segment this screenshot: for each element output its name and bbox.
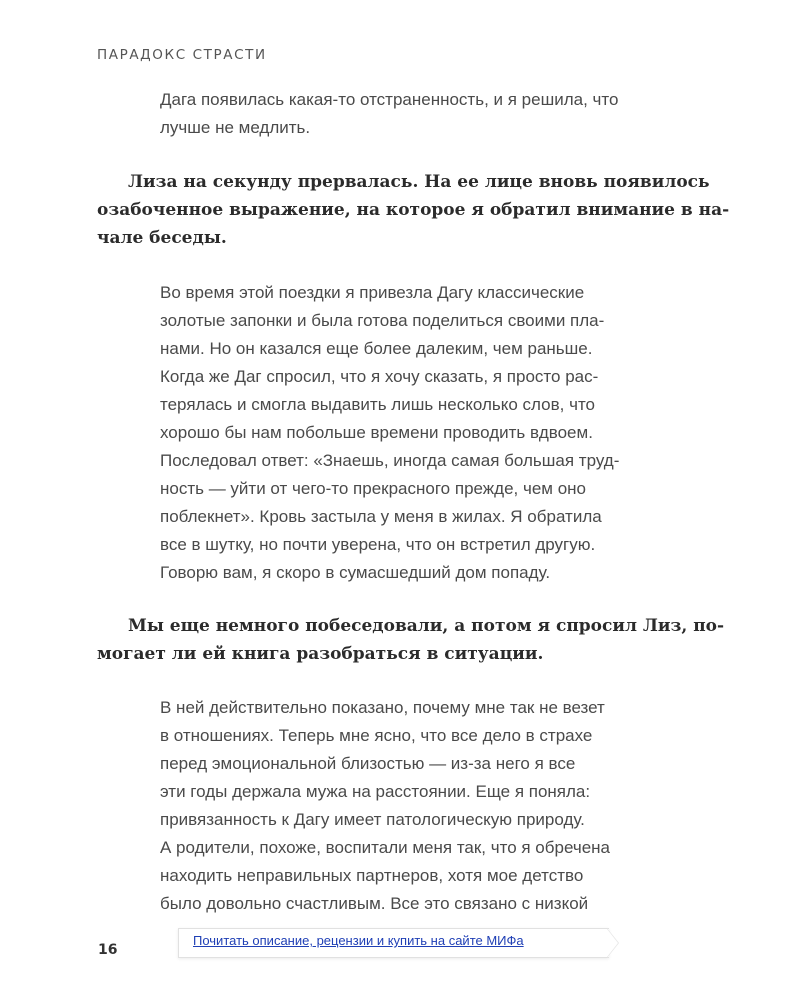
running-head: ПАРАДОКС СТРАСТИ [97,47,267,63]
quote-line: поблекнет». Кровь застыла у меня в жилах. Я обратила [160,507,602,526]
narration-line: могает ли ей книга разобраться в ситуации. [97,644,544,664]
quote-line: нами. Но он казался еще более далеким, чем раньше. [160,339,593,358]
narration-line: Лиза на секунду прервалась. На ее лице вновь появилось [128,172,710,192]
quote-line: Во время этой поездки я привезла Дагу классические [160,283,585,302]
narration-line: озабоченное выражение, на которое я обратил внимание в на- [97,200,730,220]
quote-line: А родители, похоже, воспитали меня так, что я обречена [160,838,611,857]
quote-line: эти годы держала мужа на расстоянии. Еще я поняла: [160,782,591,801]
quote-line: в отношениях. Теперь мне ясно, что все дело в страхе [160,726,593,745]
quote-line: золотые запонки и была готова поделиться своими пла- [160,311,605,330]
quote-line: хорошо бы нам побольше времени проводить вдвоем. [160,423,593,442]
quote-line: ность — уйти от чего-то прекрасного прежде, чем оно [160,479,586,498]
quote-line: лучше не медлить. [160,118,311,137]
quote-line: было довольно счастливым. Все это связано с низкой [160,894,589,913]
quote-line: все в шутку, но почти уверена, что он встретил другую. [160,535,596,554]
narration-line: чале беседы. [97,228,227,248]
quote-line: терялась и смогла выдавить лишь несколько слов, что [160,395,595,414]
quote-line: Дага появилась какая-то отстраненность, и я решила, что [160,90,619,109]
quote-line: Последовал ответ: «Знаешь, иногда самая большая труд- [160,451,620,470]
quote-line: В ней действительно показано, почему мне так не везет [160,698,605,717]
quote-line: привязанность к Дагу имеет патологическую природу. [160,810,585,829]
narration-line: Мы еще немного побеседовали, а потом я спросил Лиз, по- [128,616,725,636]
quote-line: Когда же Даг спросил, что я хочу сказать, я просто рас- [160,367,599,386]
quote-line: перед эмоциональной близостью — из-за него я все [160,754,576,773]
page-number: 16 [98,942,118,958]
promo-banner-arrow-inner [607,929,618,957]
quote-line: находить неправильных партнеров, хотя мое детство [160,866,584,885]
quote-line: Говорю вам, я скоро в сумасшедший дом попаду. [160,563,551,582]
promo-link[interactable]: Почитать описание, рецензии и купить на сайте МИФа [193,933,524,948]
